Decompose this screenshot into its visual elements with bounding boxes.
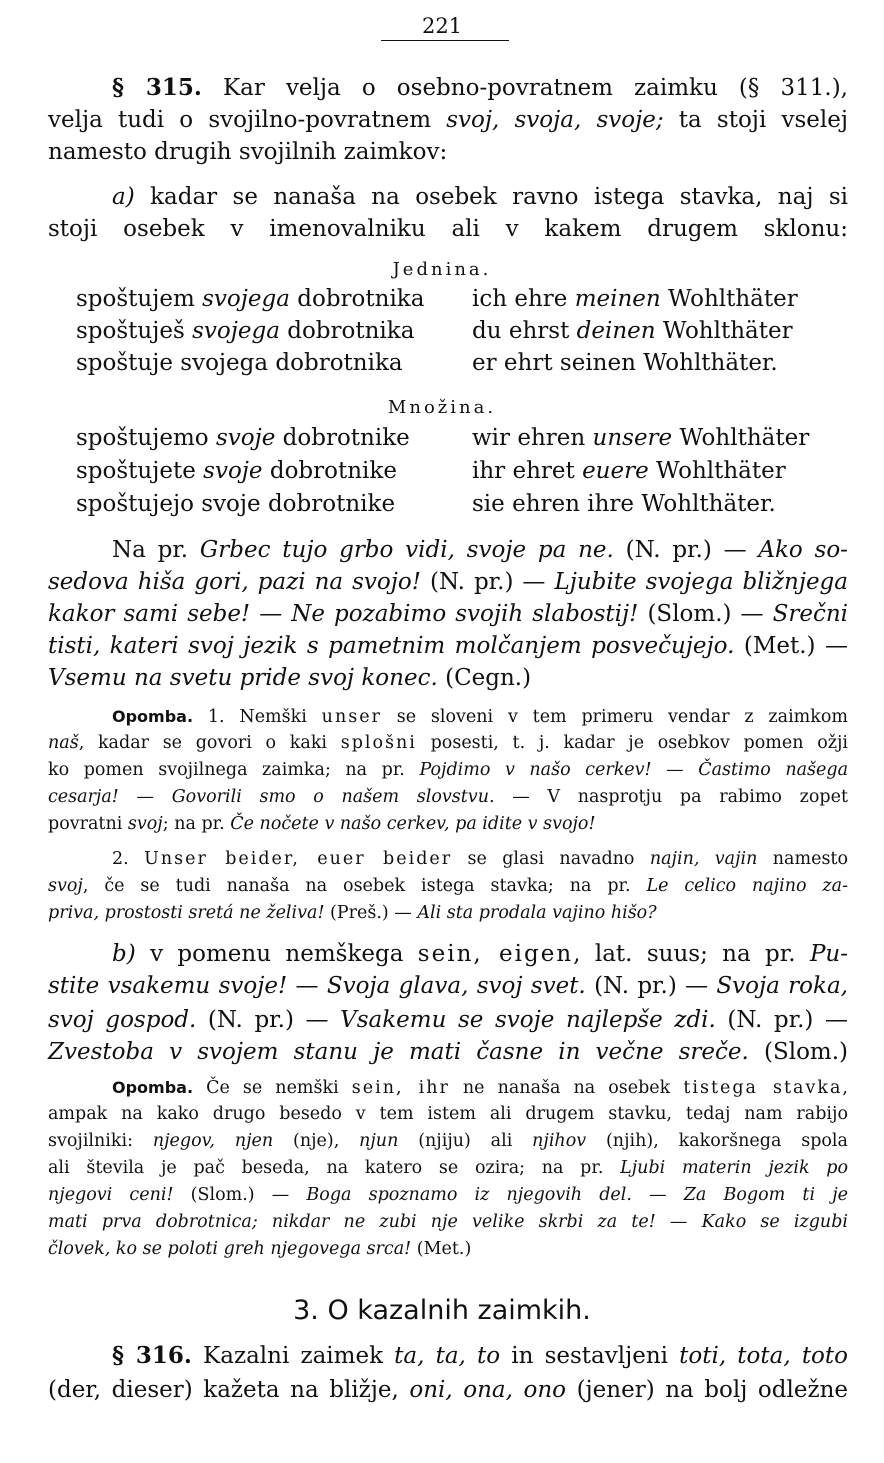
jednina-right-2: du ehrst deinen Wohlthäter xyxy=(472,318,793,344)
jednina-right-1: ich ehre meinen Wohlthäter xyxy=(472,286,798,312)
section-number-315: § 315. xyxy=(112,74,202,101)
p315-line-2: velja tudi o svojilno-povratnem svoj, svoja, svoje; ta stoji vselej xyxy=(48,107,848,133)
b-line-2: stite vsakemu svoje! — Svoja glava, svoj svet. (N. pr.) — Svoja roka, xyxy=(48,973,848,999)
header-rule xyxy=(381,40,509,41)
note1-line-1: Opomba. 1. Nemški unser se sloveni v tem primeru vendar z zaimkom xyxy=(112,707,848,727)
note3-line-3: svojilniki: njegov, njen (nje), njun (njiju) ali njihov (njih), kakoršnega spola xyxy=(48,1131,848,1151)
mnozina-left-3: spoštujejo svoje dobrotnike xyxy=(76,491,396,517)
p315-line-1: § 315. Kar velja o osebno-povratnem zaimku (§ 311.), xyxy=(112,74,848,101)
note-label: Opomba. xyxy=(112,1078,194,1097)
jednina-right-3: er ehrt seinen Wohlthäter. xyxy=(472,350,778,376)
mnozina-right-1: wir ehren unsere Wohlthäter xyxy=(472,425,810,451)
note3-line-1: Opomba. Če se nemški sein, ihr ne nanaša na osebek tistega stavka, xyxy=(112,1078,848,1098)
p316-line-2: (der, dieser) kažeta na bližje, oni, ona, ono (jener) na bolj odležne xyxy=(48,1377,848,1403)
note3-line-7: človek, ko se poloti greh njegovega srca! (Met.) xyxy=(48,1239,472,1259)
note1-line-5: povratni svoj; na pr. Če nočete v našo cerkev, pa idite v svojo! xyxy=(48,814,596,834)
mnozina-right-2: ihr ehret euere Wohlthäter xyxy=(472,458,786,484)
section-heading: 3. O kazalnih zaimkih. xyxy=(293,1295,591,1326)
note-label: Opomba. xyxy=(112,707,194,726)
p316-line-1: § 316. Kazalni zaimek ta, ta, to in sestavljeni toti, tota, toto xyxy=(112,1342,848,1369)
b-line-1: b) v pomenu nemškega sein, eigen, lat. suus; na pr. Pu- xyxy=(112,941,848,967)
mnozina-right-3: sie ehren ihre Wohlthäter. xyxy=(472,491,776,517)
note3-line-4: ali števila je pač beseda, na katero se ozira; na pr. Ljubi materin jezik po xyxy=(48,1158,849,1178)
note2-line-2: svoj, če se tudi nanaša na osebek istega stavka; na pr. Le celico najino za- xyxy=(48,876,848,896)
b-line-3: svoj gospod. (N. pr.) — Vsakemu se svoje najlepše zdi. (N. pr.) — xyxy=(48,1007,848,1033)
p315-line-4: a) kadar se nanaša na osebek ravno istega stavka, naj si xyxy=(112,184,848,210)
p315-line-3: namesto drugih svojilnih zaimkov: xyxy=(48,139,448,165)
section-number-316: § 316. xyxy=(112,1342,192,1369)
note2-line-1: 2. Unser beider, euer beider se glasi navadno najin, vajin namesto xyxy=(112,849,848,869)
examples-line-2: sedova hiša gori, pazi na svojo! (N. pr.) — Ljubite svojega bližnjega xyxy=(48,569,848,595)
note1-line-3: ko pomen svojilnega zaimka; na pr. Pojdimo v našo cerkev! — Častimo našega xyxy=(48,760,848,780)
note3-line-6: mati prva dobrotnica; nikdar ne zubi nje velike skrbi za te! — Kako se izgubi xyxy=(48,1212,848,1232)
jednina-left-3: spoštuje svojega dobrotnika xyxy=(76,350,403,376)
examples-line-1: Na pr. Grbec tujo grbo vidi, svoje pa ne. (N. pr.) — Ako so- xyxy=(112,537,848,563)
note2-line-3: priva, prostosti sretá ne želiva! (Preš.) — Ali sta prodala vajino hišo? xyxy=(48,903,657,923)
examples-line-3: kakor sami sebe! — Ne pozabimo svojih slabostij! (Slom.) — Srečni xyxy=(48,601,848,627)
examples-line-5: Vsemu na svetu pride svoj konec. (Cegn.) xyxy=(48,665,532,691)
mnozina-left-1: spoštujemo svoje dobrotnike xyxy=(76,425,410,451)
note3-line-2: ampak na kako drugo besedo v tem istem ali drugem stavku, tedaj nam rabijo xyxy=(48,1104,848,1124)
note1-line-4: cesarja! — Govorili smo o našem slovstvu. — V nasprotju pa rabimo zopet xyxy=(48,787,848,807)
page-number: 221 xyxy=(421,14,463,38)
jednina-left-2: spoštuješ svojega dobrotnika xyxy=(76,318,415,344)
heading-jednina: Jednina. xyxy=(392,259,492,280)
examples-line-4: tisti, kateri svoj jezik s pametnim molčanjem posvečujejo. (Met.) — xyxy=(48,633,848,659)
mnozina-left-2: spoštujete svoje dobrotnike xyxy=(76,458,397,484)
b-line-4: Zvestoba v svojem stanu je mati časne in večne sreče. (Slom.) xyxy=(48,1039,849,1065)
note3-line-5: njegovi ceni! (Slom.) — Boga spoznamo iz njegovih del. — Za Bogom ti je xyxy=(48,1185,848,1205)
p315-line-5: stoji osebek v imenovalniku ali v kakem drugem sklonu: xyxy=(48,216,848,242)
note1-line-2: naš, kadar se govori o kaki splošni posesti, t. j. kadar je osebkov pomen ožji xyxy=(48,733,849,753)
heading-mnozina: Množina. xyxy=(387,397,497,418)
jednina-left-1: spoštujem svojega dobrotnika xyxy=(76,286,425,312)
